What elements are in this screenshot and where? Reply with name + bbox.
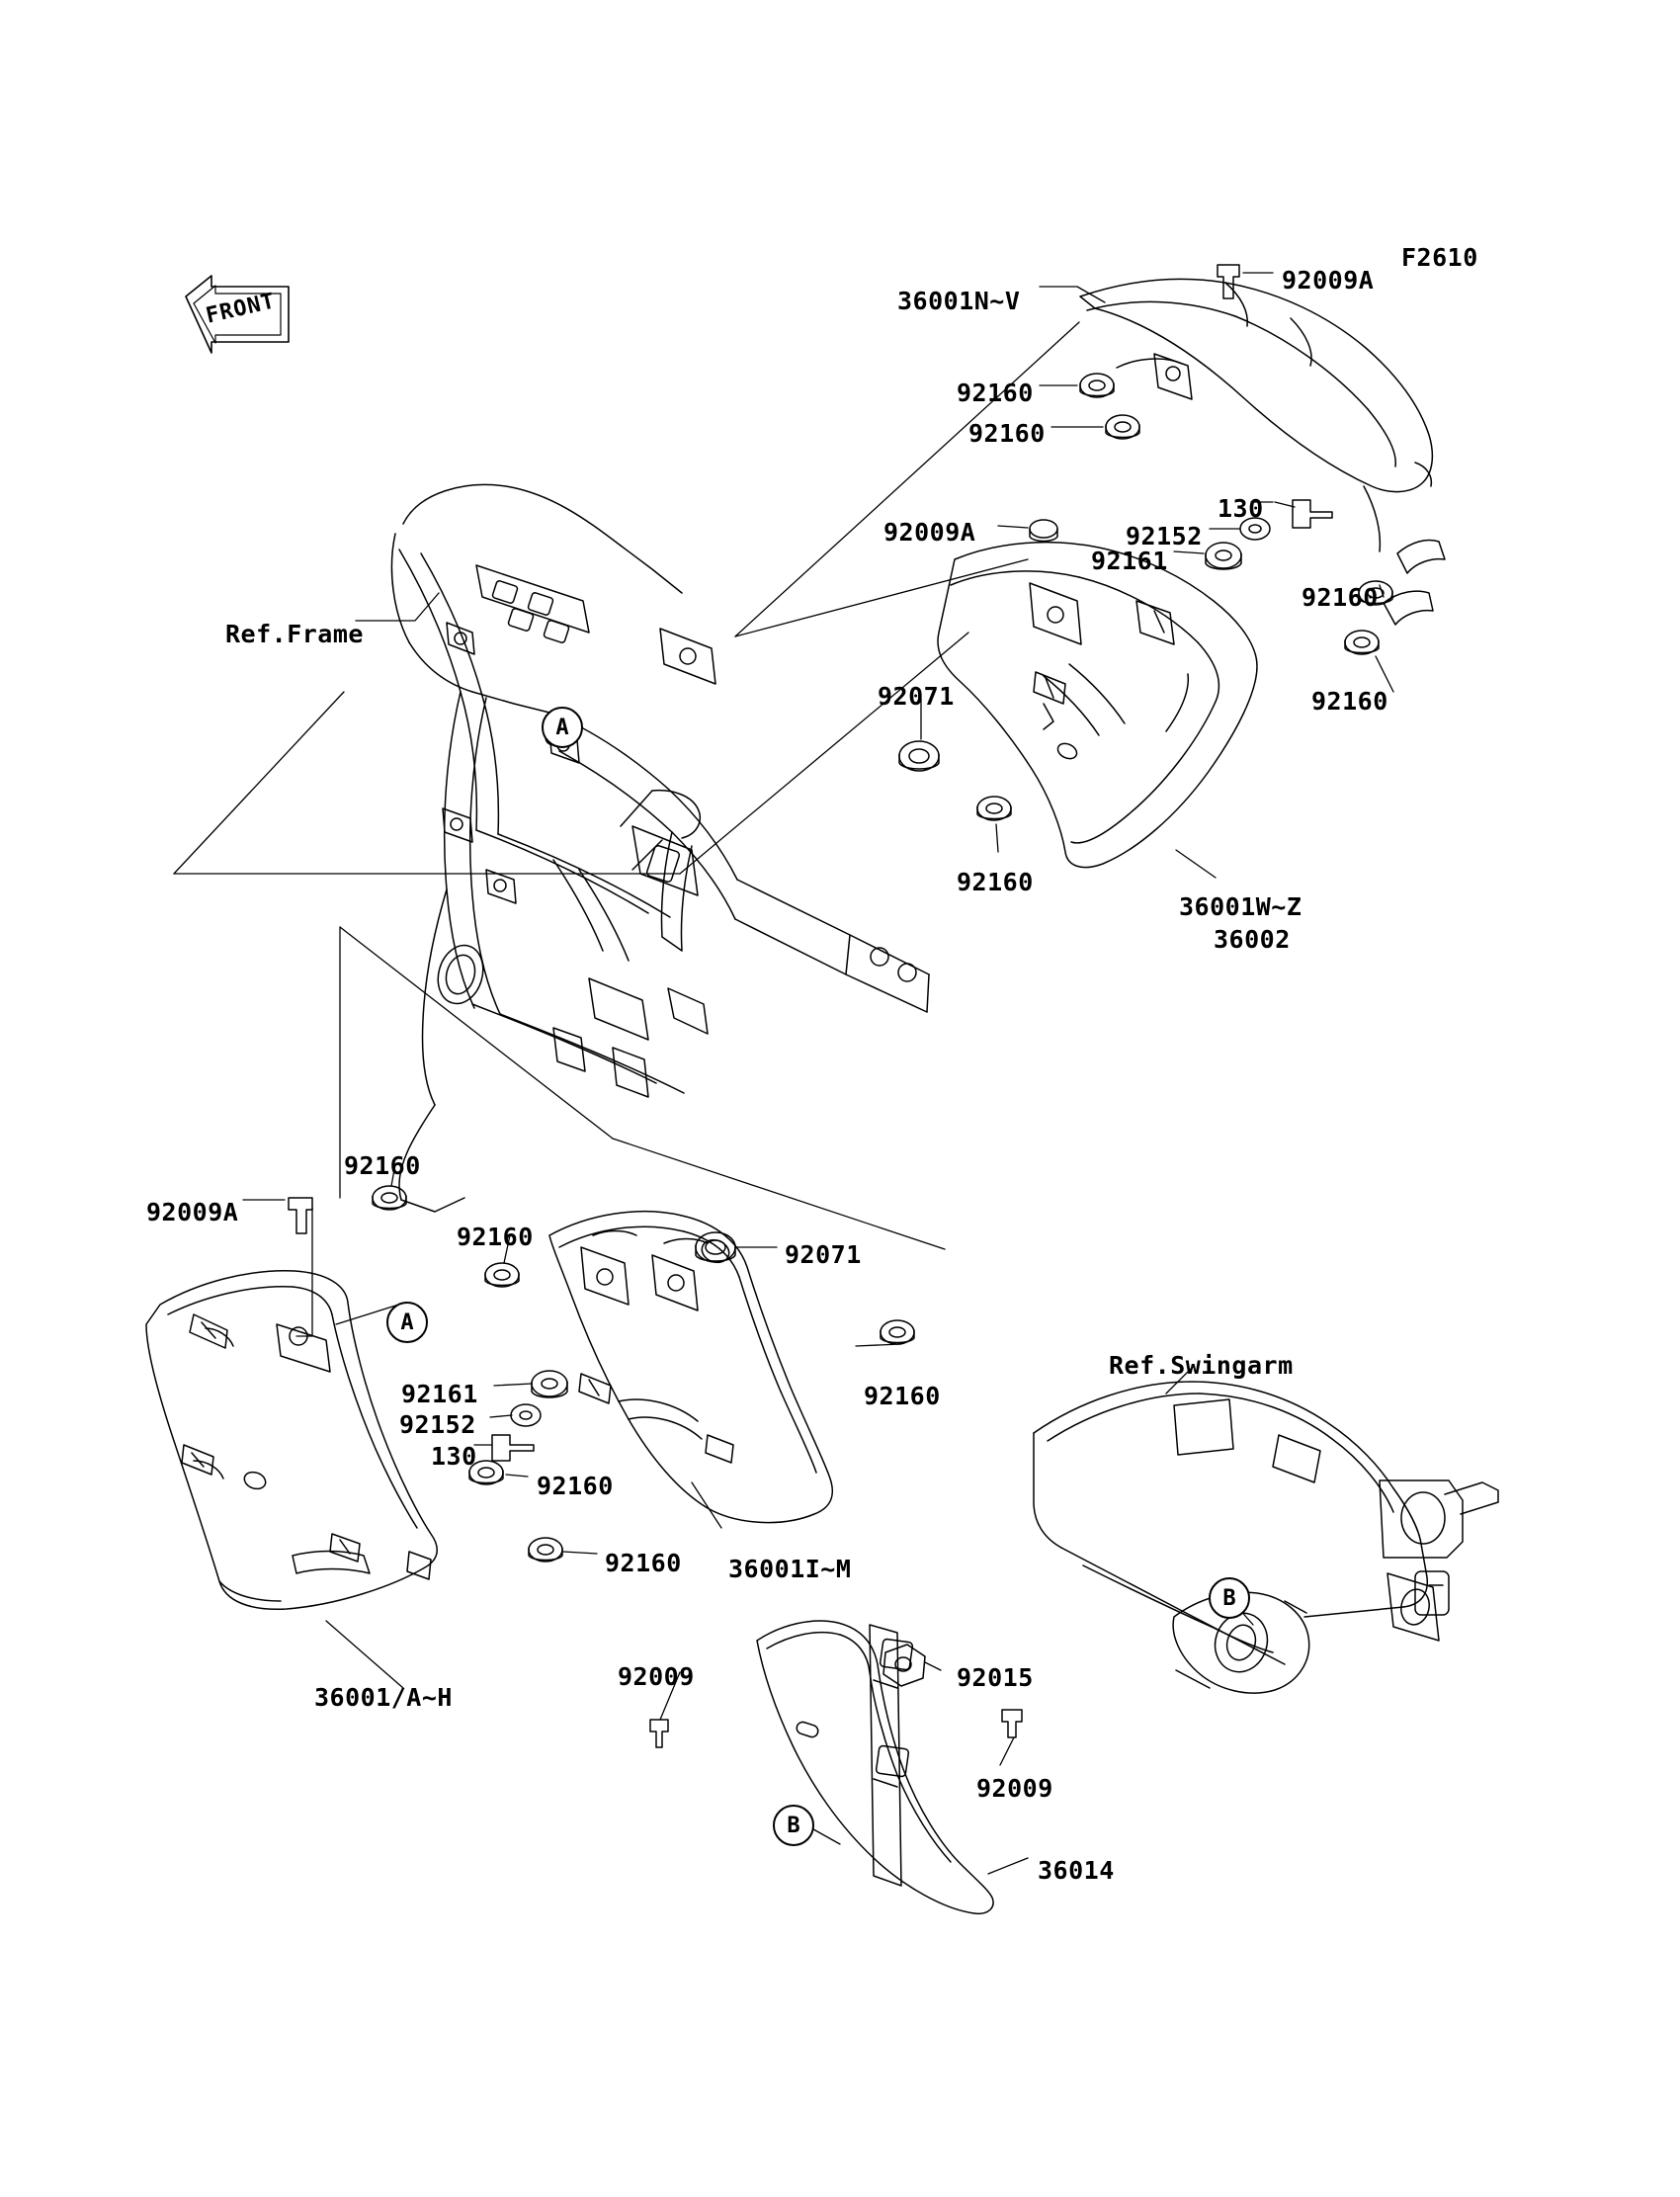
- callout-92160-b: 92160: [968, 419, 1046, 448]
- ref-circle-a2: A: [386, 1302, 428, 1343]
- hardware-92071-a: [899, 741, 939, 771]
- callout-92160-d: 92160: [1311, 687, 1388, 716]
- callout-92152-b: 92152: [399, 1410, 476, 1439]
- callout-92152-a: 92152: [1126, 522, 1203, 550]
- callout-92009A-mid: 92009A: [883, 518, 976, 547]
- callout-92160-e: 92160: [957, 868, 1034, 896]
- callout-92009A-top: 92009A: [1282, 266, 1375, 295]
- callout-92160-f: 92160: [344, 1151, 421, 1180]
- callout-92161-a: 92161: [1091, 547, 1168, 575]
- callout-92071-b: 92071: [785, 1240, 862, 1269]
- callout-ref-swingarm: Ref.Swingarm: [1109, 1351, 1294, 1380]
- hardware-92160-f: [373, 1186, 406, 1210]
- hardware-92160-e: [977, 797, 1011, 820]
- callout-92009-a: 92009: [618, 1662, 695, 1691]
- callout-36001W-Z: 36001W~Z: [1179, 892, 1302, 921]
- hardware-92009A-lower: [289, 1198, 312, 1233]
- hardware-92015-nut: [883, 1645, 925, 1686]
- hardware-130-b: [492, 1435, 534, 1461]
- callout-ref-frame: Ref.Frame: [225, 620, 364, 648]
- hardware-92009-a: [650, 1720, 668, 1747]
- part-36001W-Z-cowl: [938, 543, 1257, 868]
- callout-92160-j: 92160: [605, 1549, 682, 1577]
- sheet-code-label: F2610: [1401, 243, 1478, 272]
- hardware-92152-b: [511, 1404, 541, 1426]
- callout-36001I-M: 36001I~M: [728, 1555, 852, 1583]
- hardware-92161-a: [1206, 543, 1241, 569]
- callout-92160-i: 92160: [537, 1472, 614, 1500]
- hardware-92160-j: [529, 1538, 562, 1562]
- callout-92160-h: 92160: [864, 1382, 941, 1410]
- callout-36001-A-H: 36001/A~H: [314, 1683, 453, 1712]
- front-badge-label: FRONT: [204, 289, 279, 329]
- ref-circle-a1: A: [542, 707, 583, 748]
- callout-92161-b: 92161: [401, 1380, 478, 1408]
- hardware-92160-g: [485, 1263, 519, 1287]
- callout-36014: 36014: [1038, 1856, 1115, 1885]
- ref-swingarm-graphic: [1034, 1382, 1498, 1693]
- callout-130-b: 130: [431, 1442, 477, 1471]
- callout-92160-c: 92160: [1302, 583, 1379, 612]
- callout-92160-a: 92160: [957, 379, 1034, 407]
- callout-36001N-V: 36001N~V: [897, 287, 1021, 315]
- hardware-92161-b: [532, 1371, 567, 1397]
- ref-circle-b2: B: [773, 1805, 814, 1846]
- ref-circle-b1: B: [1209, 1577, 1250, 1619]
- hardware-92009A-mid: [1030, 520, 1057, 542]
- callout-92009-b: 92009: [976, 1774, 1053, 1803]
- callout-130-a: 130: [1218, 494, 1264, 523]
- hardware-92160-b: [1106, 415, 1139, 439]
- callout-92160-g: 92160: [457, 1223, 534, 1251]
- hardware-92009-b: [1002, 1710, 1022, 1737]
- callout-92009A-low: 92009A: [146, 1198, 239, 1226]
- hardware-92160-a: [1080, 374, 1114, 397]
- hardware-92009A-top: [1218, 265, 1239, 298]
- callout-92071-a: 92071: [878, 682, 955, 711]
- hardware-92071-b: [696, 1232, 735, 1262]
- hardware-130-a: [1293, 500, 1332, 528]
- callout-36002: 36002: [1214, 925, 1291, 954]
- hardware-92160-d: [1345, 631, 1379, 654]
- leader-lines: [174, 273, 1393, 1874]
- callout-92015: 92015: [957, 1663, 1034, 1692]
- ref-frame-graphic: [391, 485, 929, 1212]
- hardware-92160-h: [881, 1320, 914, 1344]
